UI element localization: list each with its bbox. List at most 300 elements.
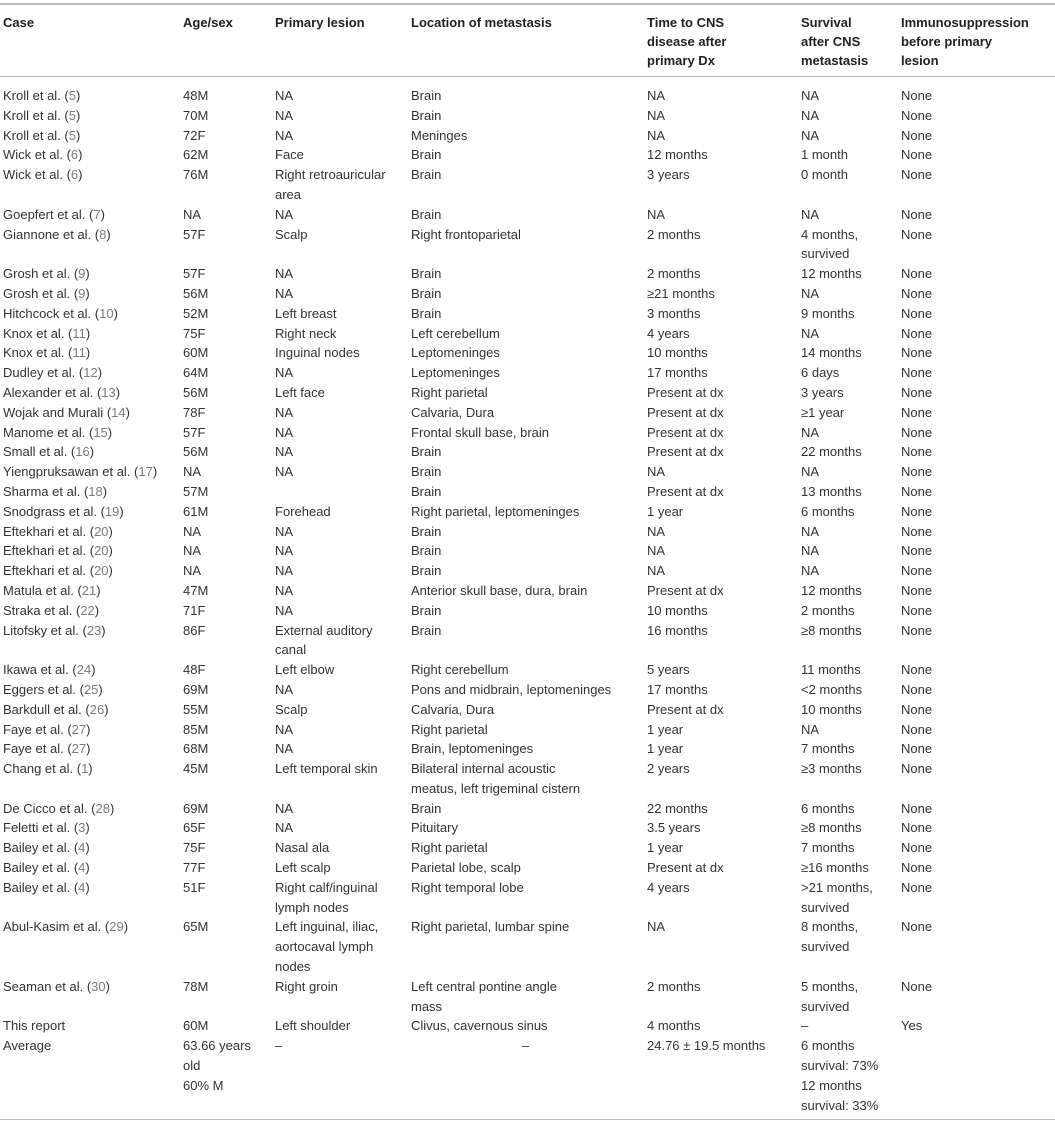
location-cell: Anterior skull base, dura, brain xyxy=(411,582,588,598)
immunosuppression-cell: None xyxy=(901,523,933,539)
location-cell: Right parietal, leptomeninges xyxy=(411,503,580,519)
case-name: Bailey et al. xyxy=(3,879,71,895)
reference-link[interactable]: 4 xyxy=(78,860,86,876)
age-sex-cell: 85M xyxy=(183,721,209,737)
survival-cell: 3 years xyxy=(801,384,844,400)
primary-lesion-cell: NA xyxy=(275,523,294,539)
reference-link[interactable]: 29 xyxy=(109,919,124,935)
reference-link[interactable]: 14 xyxy=(111,404,126,420)
survival-cell: NA xyxy=(801,543,820,559)
age-sex-cell: 62M xyxy=(183,147,209,163)
table-row xyxy=(0,601,1055,621)
immunosuppression-cell: None xyxy=(901,464,933,480)
reference-link[interactable]: 27 xyxy=(71,741,87,757)
case-cell: Wojak and Murali (14) xyxy=(3,404,130,420)
reference-link[interactable]: 10 xyxy=(99,305,114,321)
case-cell: Bailey et al. (4) xyxy=(3,879,90,895)
case-name: Eftekhari et al. xyxy=(3,523,87,539)
immunosuppression-cell: None xyxy=(901,365,933,381)
immunosuppression-cell: None xyxy=(901,206,933,222)
reference-link[interactable]: 27 xyxy=(71,721,87,737)
table-row xyxy=(0,739,1055,759)
primary-lesion-cell: Left face xyxy=(275,384,325,400)
table-row xyxy=(0,561,1055,581)
survival-cell: ≥3 months xyxy=(801,761,862,777)
primary-lesion-cell: NA xyxy=(275,820,294,836)
case-name: Feletti et al. xyxy=(3,820,71,836)
primary-lesion-cell: NA xyxy=(275,681,294,697)
immunosuppression-cell: None xyxy=(901,701,933,717)
immunosuppression-cell: None xyxy=(901,662,933,678)
reference-link[interactable]: 15 xyxy=(93,424,108,440)
header-location: Location of metastasis xyxy=(408,4,644,77)
immunosuppression-cell: None xyxy=(901,681,933,697)
case-name: Goepfert et al. xyxy=(3,206,86,222)
primary-lesion-cell: NA xyxy=(275,266,294,282)
case-cell: De Cicco et al. (28) xyxy=(3,800,115,816)
immunosuppression-cell: None xyxy=(901,285,933,301)
table-row xyxy=(0,324,1055,344)
survival-cell: NA xyxy=(801,325,820,341)
reference-link[interactable]: 30 xyxy=(91,978,106,994)
survival-cell: 6 months xyxy=(801,800,855,816)
case-name: Small et al. xyxy=(3,444,68,460)
location-cell: Brain xyxy=(411,206,442,222)
table-row xyxy=(0,77,1055,106)
age-sex-cell: 52M xyxy=(183,305,209,321)
case-cell: Eftekhari et al. (20) xyxy=(3,563,113,579)
primary-lesion-cell: Left shoulder xyxy=(275,1018,351,1034)
case-name: Wick et al. xyxy=(3,167,63,183)
reference-link[interactable]: 8 xyxy=(99,226,107,242)
reference-link[interactable]: 13 xyxy=(101,384,116,400)
header-row xyxy=(0,4,1055,77)
primary-lesion-cell: NA xyxy=(275,127,294,143)
reference-link[interactable]: 17 xyxy=(138,464,153,480)
case-name: Knox et al. xyxy=(3,325,65,341)
immunosuppression-cell: None xyxy=(901,800,933,816)
time-to-cns-cell: Present at dx xyxy=(647,483,724,499)
time-to-cns-cell: 4 years xyxy=(647,325,690,341)
reference-link[interactable]: 23 xyxy=(86,622,102,638)
case-name: Grosh et al. xyxy=(3,285,71,301)
location-cell: Brain xyxy=(411,622,442,638)
header-immunosuppression: Immunosuppression before primary lesion xyxy=(898,4,1055,77)
survival-cell: ≥8 months xyxy=(801,820,862,836)
table-row xyxy=(0,878,1055,918)
age-sex-cell: 71F xyxy=(183,602,206,618)
table-row xyxy=(0,225,1055,265)
immunosuppression-cell: None xyxy=(901,325,933,341)
time-to-cns-cell: NA xyxy=(647,88,666,103)
survival-cell: NA xyxy=(801,285,820,301)
age-sex-cell: 45M xyxy=(183,761,209,777)
time-to-cns-cell: 1 year xyxy=(647,840,684,856)
case-cell: Feletti et al. (3) xyxy=(3,820,90,836)
location-cell: Pituitary xyxy=(411,820,458,836)
table-row xyxy=(0,759,1055,799)
reference-link[interactable]: 12 xyxy=(83,365,98,381)
time-to-cns-cell: NA xyxy=(647,543,666,559)
case-name: Faye et al. xyxy=(3,741,64,757)
reference-link[interactable]: 9 xyxy=(78,285,86,301)
primary-lesion-cell: NA xyxy=(275,741,294,757)
case-cell: Knox et al. (11) xyxy=(3,325,91,341)
time-to-cns-cell: 12 months xyxy=(647,147,708,163)
reference-link[interactable]: 6 xyxy=(70,167,79,183)
location-cell: Right parietal, lumbar spine xyxy=(411,919,570,935)
time-to-cns-cell: Present at dx xyxy=(647,701,724,717)
time-to-cns-cell: 3.5 years xyxy=(647,820,701,836)
survival-cell: 12 months xyxy=(801,266,862,282)
location-cell: Brain xyxy=(411,800,442,816)
age-sex-cell: 56M xyxy=(183,384,209,400)
location-cell: Right frontoparietal xyxy=(411,226,521,242)
table-row xyxy=(0,482,1055,502)
reference-link[interactable]: 20 xyxy=(94,523,109,539)
case-cell: Goepfert et al. (7) xyxy=(3,206,105,222)
primary-lesion-cell: External auditory canal xyxy=(275,622,373,658)
reference-link[interactable]: 19 xyxy=(104,503,120,519)
table-row xyxy=(0,462,1055,482)
table-row xyxy=(0,284,1055,304)
case-name: Eftekhari et al. xyxy=(3,543,87,559)
survival-cell: 7 months xyxy=(801,840,855,856)
time-to-cns-cell: 10 months xyxy=(647,345,708,361)
location-cell: Brain xyxy=(411,147,442,163)
primary-lesion-cell: NA xyxy=(275,563,294,579)
case-name: This report xyxy=(3,1018,66,1034)
reference-link[interactable]: 18 xyxy=(88,483,103,499)
primary-lesion-cell xyxy=(272,482,408,502)
case-name: Kroll et al. xyxy=(3,127,61,143)
time-to-cns-cell: 2 months xyxy=(647,226,701,242)
reference-link[interactable]: 28 xyxy=(95,800,110,816)
reference-link[interactable]: 16 xyxy=(75,444,90,460)
age-sex-cell: 72F xyxy=(183,127,206,143)
survival-cell: NA xyxy=(801,563,820,579)
time-to-cns-cell: 22 months xyxy=(647,800,708,816)
primary-lesion-cell: NA xyxy=(275,206,294,222)
primary-lesion-cell: – xyxy=(272,1036,408,1120)
time-to-cns-cell: NA xyxy=(647,919,666,935)
table-row xyxy=(0,403,1055,423)
survival-cell: 10 months xyxy=(801,701,862,717)
reference-link[interactable]: 11 xyxy=(72,325,86,341)
survival-cell: NA xyxy=(801,206,820,222)
primary-lesion-cell: NA xyxy=(275,464,294,480)
header-case: Case xyxy=(0,4,180,77)
case-name: Wick et al. xyxy=(3,147,63,163)
survival-cell: 2 months xyxy=(801,602,855,618)
immunosuppression-cell: None xyxy=(901,424,933,440)
reference-link[interactable]: 24 xyxy=(76,662,92,678)
location-cell: Left central pontine angle mass xyxy=(411,978,557,1014)
primary-lesion-cell: Left elbow xyxy=(275,662,335,678)
age-sex-cell: 86F xyxy=(183,622,206,638)
table-body xyxy=(0,77,1055,1120)
header-time-to-cns: Time to CNS disease after primary Dx xyxy=(644,4,798,77)
reference-link[interactable]: 20 xyxy=(94,543,109,559)
age-sex-cell: 63.66 years old 60% M xyxy=(180,1036,272,1120)
time-to-cns-cell: 4 months xyxy=(647,1018,701,1034)
time-to-cns-cell: NA xyxy=(647,127,666,143)
immunosuppression-cell: None xyxy=(901,503,933,519)
primary-lesion-cell: NA xyxy=(275,582,294,598)
case-cell: Hitchcock et al. (10) xyxy=(3,305,118,321)
time-to-cns-cell: 17 months xyxy=(647,681,708,697)
case-name: Bailey et al. xyxy=(3,840,71,856)
table-row xyxy=(0,977,1055,1017)
immunosuppression-cell: None xyxy=(901,384,933,400)
immunosuppression-cell: None xyxy=(901,582,933,598)
location-cell: Right parietal xyxy=(411,840,488,856)
age-sex-cell: 55M xyxy=(183,701,209,717)
time-to-cns-cell: NA xyxy=(647,464,666,480)
case-table xyxy=(0,3,1055,1120)
survival-cell: 8 months, survived xyxy=(801,919,859,955)
table-row xyxy=(0,264,1055,284)
case-cell: Kroll et al. (5) xyxy=(3,127,81,143)
primary-lesion-cell: Right retroauricular area xyxy=(275,167,386,202)
case-cell: Matula et al. (21) xyxy=(3,582,101,598)
survival-cell: 9 months xyxy=(801,305,855,321)
case-name: Eggers et al. xyxy=(3,681,76,697)
case-cell: Faye et al. (27) xyxy=(3,721,91,737)
immunosuppression-cell: None xyxy=(901,563,933,579)
reference-link[interactable]: 1 xyxy=(81,761,89,777)
case-name: Alexander et al. xyxy=(3,384,94,400)
age-sex-cell: 57F xyxy=(183,424,206,440)
location-cell: – xyxy=(408,1036,644,1120)
case-cell: Wick et al. (6) xyxy=(3,167,83,183)
immunosuppression-cell: None xyxy=(901,226,933,242)
immunosuppression-cell: None xyxy=(901,919,933,935)
time-to-cns-cell: 1 year xyxy=(647,721,684,737)
survival-cell: 0 month xyxy=(801,167,848,183)
survival-cell: ≥8 months xyxy=(801,622,862,638)
age-sex-cell: 69M xyxy=(183,681,209,697)
reference-link[interactable]: 26 xyxy=(89,701,105,717)
location-cell: Brain xyxy=(411,266,442,282)
reference-link[interactable]: 20 xyxy=(94,563,109,579)
primary-lesion-cell: Forehead xyxy=(275,503,331,519)
table-row xyxy=(0,106,1055,126)
immunosuppression-cell: None xyxy=(901,602,933,618)
table-row xyxy=(0,522,1055,542)
age-sex-cell: 64M xyxy=(183,365,209,381)
immunosuppression-cell: None xyxy=(901,879,933,895)
immunosuppression-cell: None xyxy=(901,127,933,143)
case-name: Chang et al. xyxy=(3,761,74,777)
time-to-cns-cell: NA xyxy=(647,523,666,539)
survival-cell: 12 months xyxy=(801,582,862,598)
immunosuppression-cell: Yes xyxy=(901,1018,923,1034)
reference-link[interactable]: 5 xyxy=(68,88,76,103)
time-to-cns-cell: Present at dx xyxy=(647,582,724,598)
primary-lesion-cell: Left inguinal, iliac, aortocaval lymph nodes xyxy=(275,919,379,975)
immunosuppression-cell: None xyxy=(901,622,933,638)
location-cell: Frontal skull base, brain xyxy=(411,424,550,440)
survival-cell: ≥1 year xyxy=(801,404,845,420)
primary-lesion-cell: NA xyxy=(275,800,294,816)
age-sex-cell: 65F xyxy=(183,820,206,836)
reference-link[interactable]: 7 xyxy=(93,206,101,222)
immunosuppression-cell: None xyxy=(901,721,933,737)
location-cell: Brain xyxy=(411,305,442,321)
location-cell: Brain xyxy=(411,602,442,618)
case-cell: Seaman et al. (30) xyxy=(3,978,110,994)
primary-lesion-cell: NA xyxy=(275,365,294,381)
case-cell xyxy=(0,1016,180,1036)
case-name: Average xyxy=(3,1038,52,1054)
case-name: Grosh et al. xyxy=(3,266,71,282)
immunosuppression-cell xyxy=(898,1036,1055,1120)
survival-cell: 6 days xyxy=(801,365,840,381)
reference-link[interactable]: 21 xyxy=(81,582,97,598)
age-sex-cell: 60M xyxy=(183,345,209,361)
case-cell: Sharma et al. (18) xyxy=(3,483,108,499)
table-row xyxy=(0,917,1055,976)
table-row xyxy=(0,581,1055,601)
table-row xyxy=(0,304,1055,324)
time-to-cns-cell: 16 months xyxy=(647,622,708,638)
table-row xyxy=(0,145,1055,165)
location-cell: Brain xyxy=(411,88,442,103)
table-row xyxy=(0,818,1055,838)
primary-lesion-cell: NA xyxy=(275,424,294,440)
reference-link[interactable]: 11 xyxy=(72,345,86,361)
immunosuppression-cell: None xyxy=(901,840,933,856)
immunosuppression-cell: None xyxy=(901,107,933,123)
case-name: Dudley et al. xyxy=(3,365,76,381)
location-cell: Right parietal xyxy=(411,384,488,400)
time-to-cns-cell: Present at dx xyxy=(647,860,724,876)
time-to-cns-cell: 10 months xyxy=(647,602,708,618)
age-sex-cell: 75F xyxy=(183,840,206,856)
case-cell: Grosh et al. (9) xyxy=(3,266,90,282)
case-name: Barkdull et al. xyxy=(3,701,82,717)
primary-lesion-cell: Scalp xyxy=(275,701,308,717)
age-sex-cell: 68M xyxy=(183,741,209,757)
primary-lesion-cell: NA xyxy=(275,602,294,618)
primary-lesion-cell: NA xyxy=(275,88,294,103)
primary-lesion-cell: Right neck xyxy=(275,325,337,341)
location-cell: Leptomeninges xyxy=(411,345,500,361)
case-name: Kroll et al. xyxy=(3,107,61,123)
age-sex-cell: 57F xyxy=(183,226,206,242)
case-cell: Ikawa et al. (24) xyxy=(3,662,96,678)
age-sex-cell: 48M xyxy=(183,88,209,103)
case-name: Snodgrass et al. xyxy=(3,503,97,519)
primary-lesion-cell: NA xyxy=(275,404,294,420)
reference-link[interactable]: 3 xyxy=(78,820,86,836)
location-cell: Clivus, cavernous sinus xyxy=(411,1018,548,1034)
location-cell: Brain, leptomeninges xyxy=(411,741,534,757)
case-cell: Kroll et al. (5) xyxy=(3,88,81,103)
case-cell: Alexander et al. (13) xyxy=(3,384,121,400)
location-cell: Brain xyxy=(411,523,442,539)
primary-lesion-cell: Nasal ala xyxy=(275,840,330,856)
reference-link[interactable]: 6 xyxy=(70,147,79,163)
age-sex-cell: 51F xyxy=(183,879,206,895)
reference-link[interactable]: 22 xyxy=(80,602,95,618)
location-cell: Right parietal xyxy=(411,721,488,737)
time-to-cns-cell: 1 year xyxy=(647,503,684,519)
primary-lesion-cell: Inguinal nodes xyxy=(275,345,360,361)
table-row xyxy=(0,680,1055,700)
location-cell: Brain xyxy=(411,285,442,301)
time-to-cns-cell: Present at dx xyxy=(647,384,724,400)
case-cell: Kroll et al. (5) xyxy=(3,107,81,123)
survival-cell: 11 months xyxy=(801,662,861,678)
table-row xyxy=(0,799,1055,819)
table-row xyxy=(0,165,1055,205)
immunosuppression-cell: None xyxy=(901,167,933,183)
reference-link[interactable]: 9 xyxy=(78,266,86,282)
survival-cell: NA xyxy=(801,523,820,539)
reference-link[interactable]: 4 xyxy=(78,840,86,856)
age-sex-cell: NA xyxy=(183,543,202,559)
primary-lesion-cell: NA xyxy=(275,444,294,460)
case-cell: Barkdull et al. (26) xyxy=(3,701,109,717)
location-cell: Brain xyxy=(411,107,442,123)
case-name: Litofsky et al. xyxy=(3,622,79,638)
case-cell xyxy=(0,1036,180,1120)
location-cell: Bilateral internal acoustic meatus, left trigeminal cistern xyxy=(411,761,581,796)
time-to-cns-cell: 3 years xyxy=(647,167,690,183)
location-cell: Right cerebellum xyxy=(411,662,509,678)
immunosuppression-cell: None xyxy=(901,345,933,361)
case-name: Giannone et al. xyxy=(3,226,92,242)
table-row xyxy=(0,660,1055,680)
table-row xyxy=(0,541,1055,561)
location-cell: Left cerebellum xyxy=(411,325,500,341)
age-sex-cell: 60M xyxy=(183,1018,209,1034)
location-cell: Brain xyxy=(411,483,442,499)
case-name: Straka et al. xyxy=(3,602,73,618)
reference-link[interactable]: 25 xyxy=(83,681,99,697)
table-row xyxy=(0,858,1055,878)
time-to-cns-cell: 17 months xyxy=(647,365,708,381)
case-name: De Cicco et al. xyxy=(3,800,88,816)
primary-lesion-cell: Right groin xyxy=(275,978,338,994)
reference-link[interactable]: 5 xyxy=(68,127,76,143)
survival-cell: NA xyxy=(801,88,820,103)
table-row xyxy=(0,442,1055,462)
case-cell: Eggers et al. (25) xyxy=(3,681,103,697)
immunosuppression-cell: None xyxy=(901,543,933,559)
survival-cell: NA xyxy=(801,464,820,480)
survival-cell: ≥16 months xyxy=(801,860,869,876)
age-sex-cell: 48F xyxy=(183,662,206,678)
primary-lesion-cell: NA xyxy=(275,285,294,301)
case-cell: Straka et al. (22) xyxy=(3,602,100,618)
time-to-cns-cell: NA xyxy=(647,206,666,222)
age-sex-cell: NA xyxy=(183,523,202,539)
reference-link[interactable]: 5 xyxy=(68,107,76,123)
time-to-cns-cell: NA xyxy=(647,107,666,123)
case-cell: Grosh et al. (9) xyxy=(3,285,90,301)
header-age-sex: Age/sex xyxy=(180,4,272,77)
survival-cell: – xyxy=(801,1018,809,1034)
location-cell: Brain xyxy=(411,464,442,480)
table-row xyxy=(0,700,1055,720)
age-sex-cell: 57F xyxy=(183,266,206,282)
primary-lesion-cell: NA xyxy=(275,543,294,559)
primary-lesion-cell: Left breast xyxy=(275,305,337,321)
reference-link[interactable]: 4 xyxy=(78,879,86,895)
